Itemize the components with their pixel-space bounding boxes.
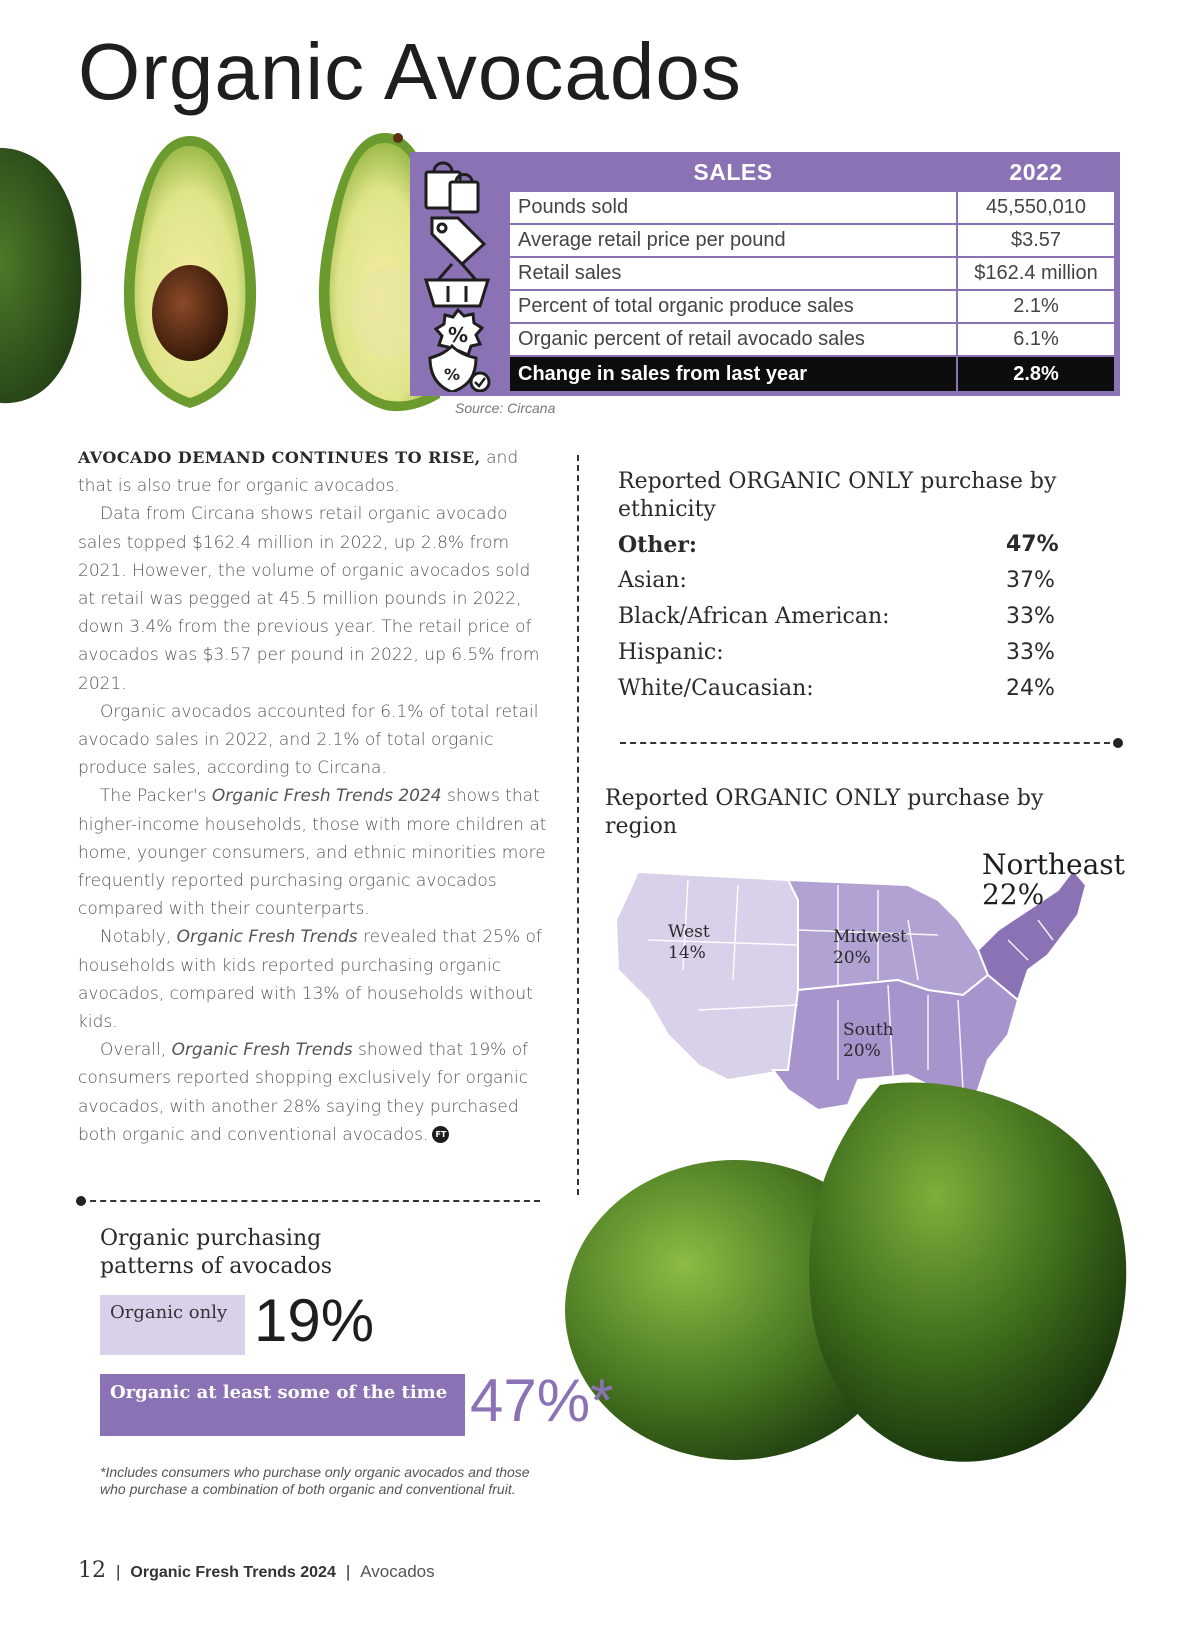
lead-in: AVOCADO DEMAND CONTINUES TO RISE, xyxy=(78,448,481,467)
shopping-basket-icon xyxy=(426,264,488,306)
patterns-footnote: *Includes consumers who purchase only organic avocados and those who purchase a combination of both organic and conventional fruit. xyxy=(100,1464,530,1497)
sales-row-value: 2.1% xyxy=(957,290,1115,323)
ethnicity-value: 47% xyxy=(1006,532,1059,557)
northeast-callout xyxy=(982,850,1125,910)
paragraph: Organic avocados accounted for 6.1% of total retail avocado sales in 2022, and 2.1% of total organic produce sales, according to Circana. xyxy=(78,701,539,779)
sales-row-label: Percent of total organic produce sales xyxy=(509,290,957,323)
region-title: Reported ORGANIC ONLY purchase by region xyxy=(605,786,1044,839)
article-body xyxy=(78,444,548,1149)
sales-row-value: $3.57 xyxy=(957,224,1115,257)
sales-row xyxy=(509,257,1115,290)
svg-text:%: % xyxy=(447,323,469,347)
avocado-halves-image xyxy=(0,128,440,413)
sales-icons-column xyxy=(418,160,496,392)
sales-row-value: 2.8% xyxy=(957,356,1115,392)
page-number: 12 xyxy=(78,1558,106,1583)
paragraph: AVOCADO DEMAND CONTINUES TO RISE, and that is also true for organic avocados. xyxy=(78,448,519,497)
map-label-south-value: 20% xyxy=(843,1041,881,1061)
end-mark-icon: FT xyxy=(432,1126,449,1143)
ethnicity-label: Asian: xyxy=(618,568,687,593)
percent-shield-check-icon xyxy=(430,346,489,392)
ethnicity-label: Hispanic: xyxy=(618,640,724,665)
sales-row xyxy=(509,224,1115,257)
percent-badge-icon xyxy=(436,310,482,356)
ethnicity-row xyxy=(618,604,1058,640)
ethnicity-title: Reported ORGANIC ONLY purchase by ethnicity xyxy=(618,469,1057,522)
page-footer xyxy=(78,1558,435,1583)
publication-name: Organic Fresh Trends 2024 xyxy=(130,1564,336,1581)
ethnicity-row xyxy=(618,640,1058,676)
paragraph: Overall, Organic Fresh Trends showed that 19% of consumers reported shopping exclusively for organic avocados, with another 28% saying they purchased both organic and conventional avocados. FT xyxy=(78,1040,529,1145)
sales-row-label: Average retail price per pound xyxy=(509,224,957,257)
ethnicity-value: 37% xyxy=(1006,568,1055,593)
organic-some-bar: Organic at least some of the time xyxy=(100,1374,465,1436)
sales-row xyxy=(509,290,1115,323)
northeast-value: 22% xyxy=(982,878,1045,911)
sales-row-label: Pounds sold xyxy=(509,191,957,224)
ethnicity-row xyxy=(618,568,1058,604)
sales-row-label: Organic percent of retail avocado sales xyxy=(509,323,957,356)
sales-row xyxy=(509,323,1115,356)
region-west xyxy=(616,872,798,1080)
ethnicity-value: 33% xyxy=(1006,640,1055,665)
sales-source-note: Source: Circana xyxy=(455,400,556,416)
whole-avocados-image xyxy=(560,1075,1160,1475)
sales-row-value: 45,550,010 xyxy=(957,191,1115,224)
patterns-title: Organic purchasing patterns of avocados xyxy=(100,1226,333,1279)
page-title: Organic Avocados xyxy=(78,27,742,116)
divider-dot xyxy=(1113,738,1123,748)
organic-some-value: 47%* xyxy=(470,1367,614,1434)
avocado-front xyxy=(809,1083,1126,1462)
ethnicity-label: White/Caucasian: xyxy=(618,676,814,701)
paragraph: The Packer's Organic Fresh Trends 2024 shows that higher-income households, those with more children at home, younger consumers, and ethnic minorities more frequently reported purchasing organic avocados compared with their counterparts. xyxy=(78,786,547,920)
northeast-name: Northeast xyxy=(982,848,1125,881)
price-tag-icon xyxy=(432,218,484,264)
ethnicity-row xyxy=(618,676,1058,712)
sales-header-year: 2022 xyxy=(1009,159,1063,185)
sales-row-highlight xyxy=(509,356,1115,392)
map-label-midwest-value: 20% xyxy=(833,948,871,968)
paragraph: Data from Circana shows retail organic avocado sales topped $162.4 million in 2022, up 2.8% from 2021. However, the volume of organic avocados sold at retail was pegged at 45.5 million pounds in 2022, down 3.4% from the previous year. The retail price of avocados was $3.57 per pound in 2022, up 6.5% from 2021. xyxy=(78,504,540,694)
map-label-south-name: South xyxy=(843,1020,894,1040)
shopping-bags-icon xyxy=(426,163,478,212)
organic-only-bar: Organic only xyxy=(100,1295,245,1355)
map-label-midwest-name: Midwest xyxy=(833,927,907,947)
svg-text:%: % xyxy=(443,365,461,384)
paragraph: Notably, Organic Fresh Trends revealed that 25% of households with kids reported purchasing organic avocados, compared with 13% of households without kids. xyxy=(78,927,542,1033)
organic-only-value: 19% xyxy=(254,1287,375,1354)
sales-row-value: 6.1% xyxy=(957,323,1115,356)
footer-separator: | xyxy=(345,1562,351,1581)
sales-row xyxy=(509,191,1115,224)
ethnicity-value: 24% xyxy=(1006,676,1055,701)
divider-dot xyxy=(76,1196,86,1206)
ethnicity-value: 33% xyxy=(1006,604,1055,629)
sales-row-label: Retail sales xyxy=(509,257,957,290)
sales-header-label: SALES xyxy=(693,159,773,185)
section-divider xyxy=(80,1200,540,1202)
footer-separator: | xyxy=(116,1562,121,1581)
ethnicity-label: Other: xyxy=(618,532,698,558)
sales-table xyxy=(508,155,1116,393)
section-divider xyxy=(620,742,1120,744)
ethnicity-row xyxy=(618,532,1058,568)
sales-row-label: Change in sales from last year xyxy=(509,356,957,392)
ethnicity-list xyxy=(618,532,1058,712)
ethnicity-label: Black/African American: xyxy=(618,604,890,629)
sales-row-value: $162.4 million xyxy=(957,257,1115,290)
section-name: Avocados xyxy=(360,1562,435,1581)
map-label-west-name: West xyxy=(668,922,710,942)
map-label-west-value: 14% xyxy=(668,943,706,963)
